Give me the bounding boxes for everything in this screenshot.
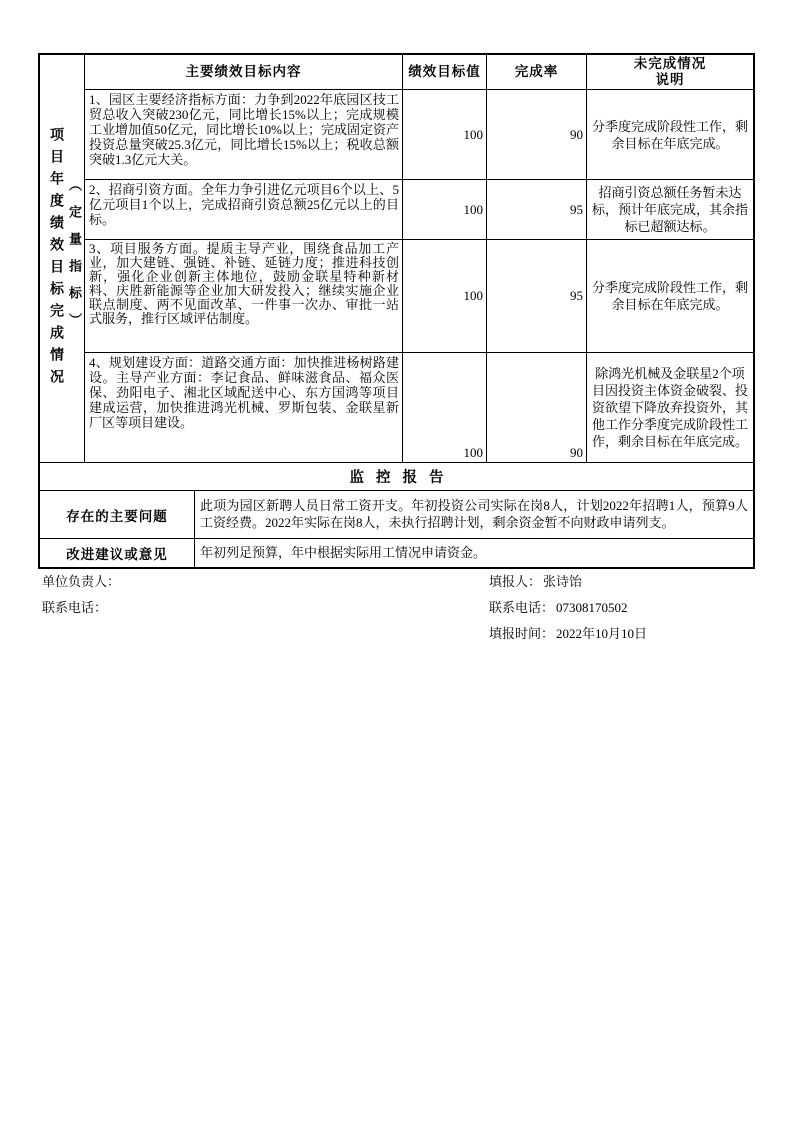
side-label-main: 项目年度绩效目标完成情况 (48, 126, 63, 391)
target-value-cell: 100 (403, 180, 487, 240)
header-target-label: 绩效目标值 (408, 64, 481, 79)
footer-unit-head-label: 单位负责人： (42, 574, 121, 589)
footer-filler-value: 张诗饴 (543, 574, 583, 589)
header-cell-target (403, 55, 487, 90)
side-label-cell (40, 55, 85, 463)
footer-unit-phone-label: 联系电话： (42, 600, 108, 615)
footer-filler-phone-value: 07308170502 (556, 600, 628, 615)
footer-date (489, 623, 647, 649)
row-content: 3、项目服务方面。提质主导产业，围绕食品加工产业，加大建链、强链、补链、延链力度；推进科技创新，强化企业创新主体地位，鼓励金联星特种新材料、庆胜新能源等企业加大研发投入；继续实施企业联点制度、两不见面改革、一件事一次办、审批一站式服务，推行区域评估制度。 (85, 240, 403, 353)
header-content-label: 主要绩效目标内容 (185, 64, 302, 79)
target-value-cell: 100 (403, 240, 487, 353)
suggestions-text-cell: 年初列足预算，年中根据实际用工情况申请资金。 (200, 544, 487, 560)
completion-rate-cell: 95 (487, 180, 587, 240)
header-rate-label: 完成率 (514, 64, 559, 79)
row-content: 2、招商引资方面。全年力争引进亿元项目6个以上、5亿元项目1个以上，完成招商引资总额25亿元以上的目标。 (85, 180, 403, 240)
performance-table (38, 53, 755, 569)
header-cell-rate (487, 55, 587, 90)
footer-date-value: 2022年10月10日 (556, 626, 648, 641)
footer-unit-phone (42, 597, 122, 623)
row-content: 4、规划建设方面：道路交通方面：加快推进杨树路建设。主导产业方面：李记食品、鲜味滋食品、福众医保、劲阳电子、湘北区域配送中心、东方国鸿等项目建成运营，加快推进鸿光机械、罗斯包装、金联星新厂区等项目建设。 (85, 353, 403, 463)
incomplete-note-cell: 除鸿光机械及金联星2个项目因投资主体资金破裂、投资欲望下降放弃投资外，其他工作分季度完成阶段性工作，剩余目标在年底完成。 (587, 353, 753, 463)
incomplete-note-cell: 招商引资总额任务暂未达标，预计年底完成，其余指标已超额达标。 (587, 180, 753, 240)
monitor-report-title: 监控报告 (40, 463, 753, 491)
suggestions-label-cell: 改进建议或意见 (40, 539, 195, 567)
problems-text-cell: 此项为园区新聘人员日常工资开支。年初投资公司实际在岗8人，计划2022年招聘1人，预算9人工资经费。2022年实际在岗8人，未执行招聘计划，剩余资金暂不向财政申请列支。 (195, 491, 753, 539)
footer-filler (489, 571, 647, 597)
footer-right (489, 571, 647, 649)
footer-filler-phone (489, 597, 647, 623)
header-cell-content (85, 55, 403, 90)
header-cell-incomplete (587, 55, 753, 90)
completion-rate-cell: 90 (487, 90, 587, 180)
header-incomplete-line2: 说明 (655, 72, 685, 87)
incomplete-note-cell: 分季度完成阶段性工作，剩余目标在年底完成。 (587, 90, 753, 180)
target-value-cell: 100 (403, 353, 487, 463)
completion-rate-cell: 95 (487, 240, 587, 353)
completion-rate-cell: 90 (487, 353, 587, 463)
footer-filler-phone-label: 联系电话： (489, 600, 555, 615)
target-value-cell: 100 (403, 90, 487, 180)
row-content: 1、园区主要经济指标方面：力争到2022年底园区技工贸总收入突破230亿元，同比增长15%以上；完成规模工业增加值50亿元，同比增长10%以上；完成固定资产投资总量突破25.3亿元，同比增长15%以上；税收总额突破1.3亿元大关。 (85, 90, 403, 180)
footer-date-label: 填报时间： (489, 626, 555, 641)
incomplete-note-cell: 分季度完成阶段性工作，剩余目标在年底完成。 (587, 240, 753, 353)
header-incomplete-line1: 未完成情况 (633, 56, 707, 71)
side-label-annotation: （定量指标） (67, 177, 82, 340)
problems-label-cell: 存在的主要问题 (40, 491, 195, 539)
footer-filler-label: 填报人： (489, 574, 542, 589)
footer-left (42, 571, 122, 623)
footer-unit-head (42, 571, 122, 597)
